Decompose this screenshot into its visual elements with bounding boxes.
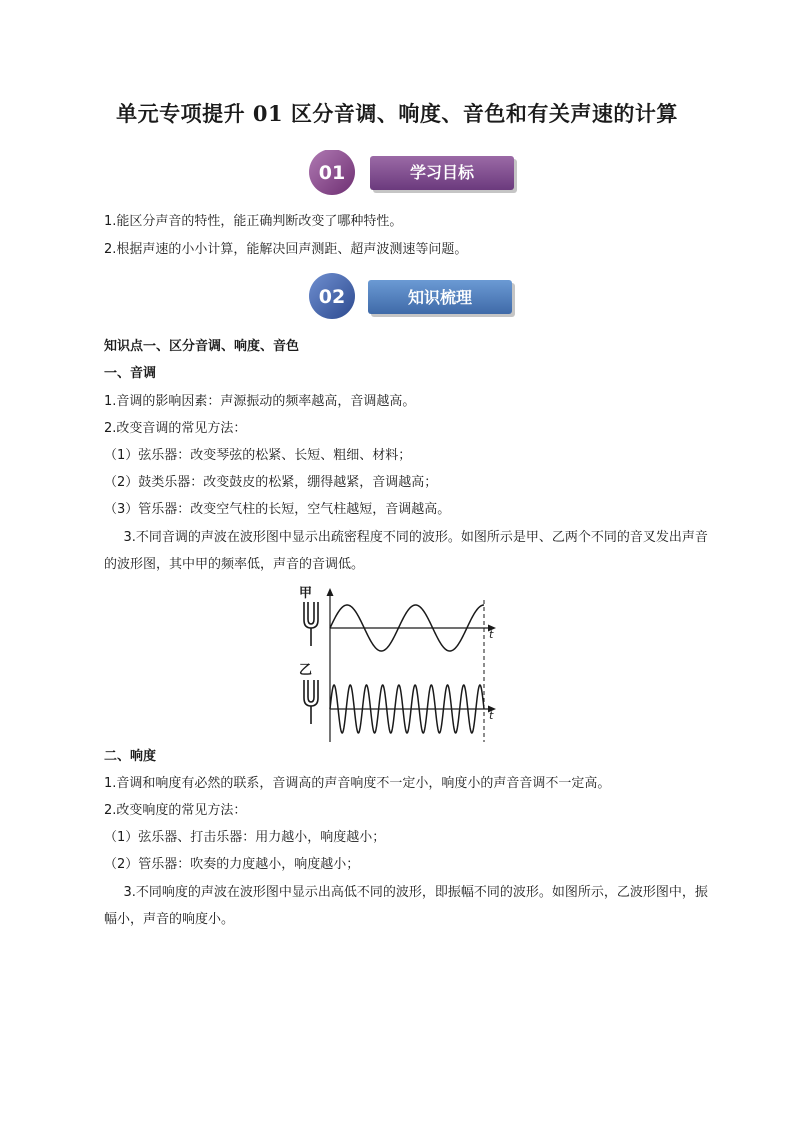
pitch-heading: 一、音调	[104, 366, 157, 381]
tuning-fork-top-icon	[304, 602, 318, 646]
page-title: 单元专项提升 01 区分音调、响度、音色和有关声速的计算	[116, 101, 678, 126]
loudness-method-2: （2）管乐器：吹奏的力度越小，响度越小；	[104, 857, 360, 872]
pitch-factor: 1.音调的影响因素：声源振动的频率越高，音调越高。	[104, 394, 416, 409]
pitch-method-2: （2）鼓类乐器：改变鼓皮的松紧，绷得越紧，音调越高；	[104, 475, 438, 490]
goal-item-1: 1.能区分声音的特性，能正确判断改变了哪种特性。	[104, 214, 403, 229]
badge-number-knowledge: 02	[318, 286, 346, 308]
loudness-heading: 二、响度	[104, 749, 157, 764]
figure-label-jia: 甲	[299, 586, 313, 601]
badge-number-goals: 01	[318, 162, 346, 184]
loudness-method-1: （1）弦乐器、打击乐器：用力越小，响度越小；	[104, 830, 386, 845]
badge-label-knowledge: 知识梳理	[407, 288, 473, 307]
badge-label-goals: 学习目标	[409, 163, 475, 182]
section-badge-knowledge	[302, 273, 518, 321]
section-badge-goals	[302, 150, 518, 196]
figure-label-yi: 乙	[299, 663, 313, 678]
pitch-method-3: （3）管乐器：改变空气柱的长短，空气柱越短，音调越高。	[104, 502, 451, 517]
pitch-methods-title: 2.改变音调的常见方法：	[104, 421, 247, 436]
loudness-methods-title: 2.改变响度的常见方法：	[104, 803, 247, 818]
figure-axis-label-top: t	[489, 628, 494, 641]
tuning-fork-bottom-icon	[304, 680, 318, 724]
loudness-relation: 1.音调和响度有必然的联系，音调高的声音响度不一定小，响度小的声音音调不一定高。	[104, 776, 611, 791]
goal-item-2: 2.根据声速的小小计算，能解决回声测距、超声波测速等问题。	[104, 242, 468, 257]
pitch-waveform-paragraph: 3.不同音调的声波在波形图中显示出疏密程度不同的波形。如图所示是甲、乙两个不同的音叉发出声音的波形图，其中甲的频率低，声音的音调低。	[104, 530, 708, 572]
figure-y-axis-arrow	[327, 588, 334, 596]
loudness-waveform-paragraph: 3.不同响度的声波在波形图中显示出高低不同的波形，即振幅不同的波形。如图所示，乙波形图中，振幅小，声音的响度小。	[104, 885, 708, 927]
knowledge-point-heading: 知识点一、区分音调、响度、音色	[104, 339, 300, 354]
pitch-method-1: （1）弦乐器：改变琴弦的松紧、长短、粗细、材料；	[104, 448, 412, 463]
waveform-figure	[296, 584, 500, 744]
figure-axis-label-bottom: t	[489, 709, 494, 722]
